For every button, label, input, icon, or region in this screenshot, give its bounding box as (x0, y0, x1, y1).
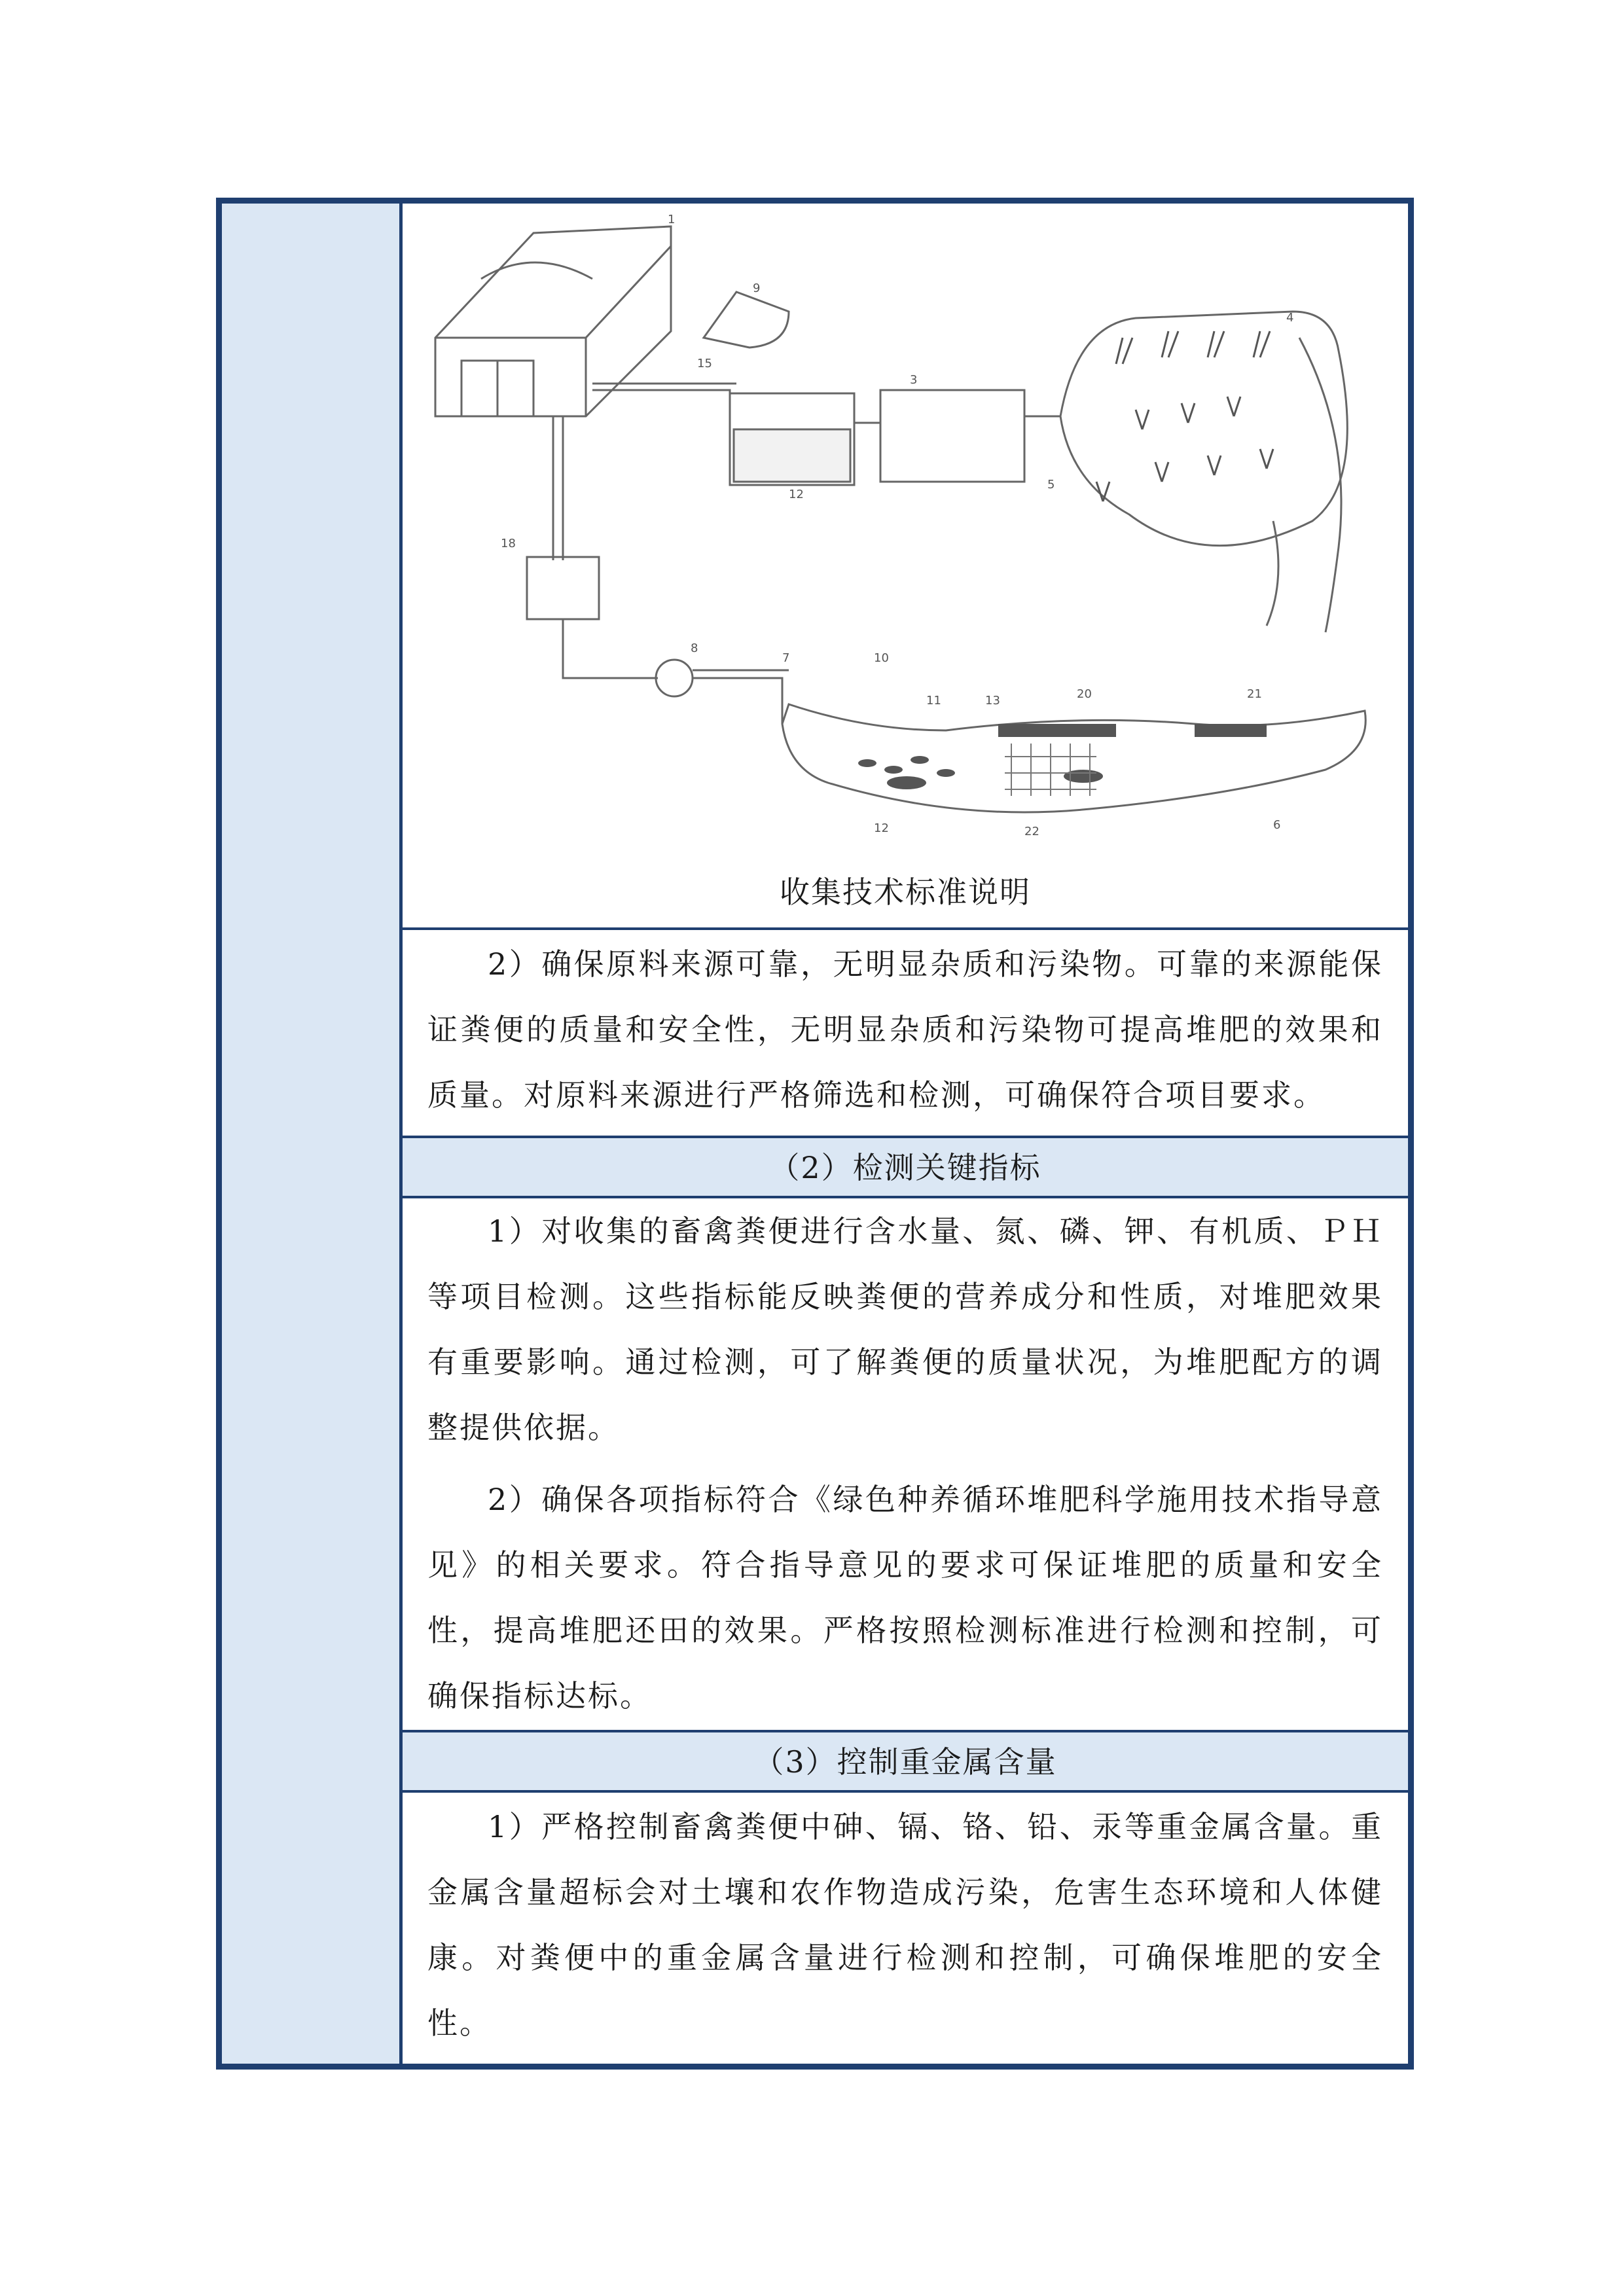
paragraph-raw-material-source: 2）确保原料来源可靠，无明显杂质和污染物。可靠的来源能保证粪便的质量和安全性，无明显杂质和污染物可提高堆肥的效果和质量。对原料来源进行严格筛选和检测，可确保符合项目要求。 (427, 946, 1383, 1113)
divider (403, 927, 1408, 930)
greenhouse-outline (435, 226, 671, 416)
label-9: 9 (753, 281, 761, 295)
label-3: 3 (910, 373, 918, 387)
figure-caption: 收集技术标准说明 (780, 874, 1031, 910)
label-5: 5 (1047, 478, 1055, 492)
process-flow-diagram (422, 207, 1384, 861)
section-heading-detection: （2）检测关键指标 (403, 1138, 1408, 1197)
label-4: 4 (1286, 311, 1294, 325)
table-left-column (222, 204, 403, 2064)
label-6: 6 (1273, 818, 1281, 832)
paragraph-standard-compliance: 2）确保各项指标符合《绿色种养循环堆肥科学施用技术指导意见》的相关要求。符合指导意见的要求可保证堆肥的质量和安全性，提高堆肥还田的效果。严格按照检测标准进行检测和控制，可确保指标达标。 (427, 1482, 1383, 1713)
label-21: 21 (1247, 687, 1262, 701)
label-12a: 12 (789, 488, 804, 501)
figure-cell (403, 204, 1408, 929)
tank-3 (880, 390, 1024, 482)
label-13: 13 (985, 694, 1000, 708)
label-15: 15 (697, 357, 712, 370)
label-18: 18 (501, 537, 516, 550)
label-20: 20 (1077, 687, 1092, 701)
content-table (216, 198, 1414, 2070)
label-8: 8 (691, 641, 698, 655)
lower-pond (782, 704, 1365, 812)
table-right-column (403, 204, 1408, 2064)
label-11: 11 (926, 694, 941, 708)
pile-shape (704, 292, 789, 348)
paragraph-detection-items: 1）对收集的畜禽粪便进行含水量、氮、磷、钾、有机质、ＰＨ等项目检测。这些指标能反映粪便的营养成分和性质，对堆肥效果有重要影响。通过检测，可了解粪便的质量状况，为堆肥配方的调整提供依据。 (427, 1213, 1383, 1445)
control-box-18 (527, 557, 599, 619)
section-heading-heavy-metal: （3）控制重金属含量 (403, 1732, 1408, 1791)
pump-8 (656, 660, 693, 696)
divider (403, 1790, 1408, 1793)
label-7: 7 (782, 651, 790, 665)
label-22: 22 (1024, 825, 1039, 838)
label-10: 10 (874, 651, 889, 665)
greenhouse-roof-edge (435, 246, 671, 338)
label-12b: 12 (874, 821, 889, 835)
paragraph-heavy-metal-control: 1）严格控制畜禽粪便中砷、镉、铬、铅、汞等重金属含量。重金属含量超标会对土壤和农作物造成污染，危害生态环境和人体健康。对粪便中的重金属含量进行检测和控制，可确保堆肥的安全性。 (427, 1809, 1383, 2041)
label-1: 1 (668, 213, 676, 226)
